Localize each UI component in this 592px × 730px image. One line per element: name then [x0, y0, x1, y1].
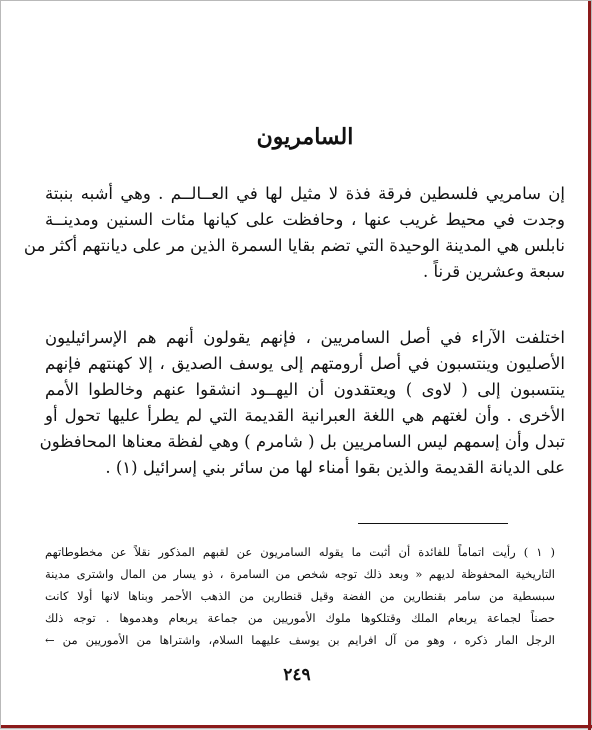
footnote-divider — [358, 523, 508, 524]
page-edge-bottom — [1, 725, 592, 728]
footnote — [45, 541, 555, 651]
footnote-line: التاريخية المحفوظة لديهم « وبعد ذلك توجه شخص من السامرة ، ذو يسار من المال واشترى مدينة — [45, 567, 555, 581]
footnote-line: حصناً لجماعة يربعام الملك وقتلكوها ملوك الأموريين من جماعة يربعام وهدموها . توجه ذلك — [45, 611, 555, 625]
document-body — [23, 121, 565, 521]
paragraph-line: على الديانة القديمة والذين بقوا أمناء لها من سائر بني إسرائيل (١) . — [105, 458, 565, 477]
paragraph-2 — [39, 325, 565, 481]
page-title: السامريون — [256, 124, 354, 150]
paragraph-line: إن سامريي فلسطين فرقة فذة لا مثيل لها في العــالــم . وهي أشبه بنبتة — [45, 184, 565, 203]
footnote-line: الرجل المار ذكره ، وهو من آل افرايم بن يوسف عليهما السلام، واشتراها من الأموريين من ← — [45, 633, 555, 647]
paragraph-line: اختلفت الآراء في أصل السامريين ، فإنهم يقولون أنهم هم الإسرائيليون — [45, 328, 565, 347]
paragraph-line: الأصليون وينتسبون في أصل أرومتهم إلى يوسف الصديق ، إلا كهنتهم فإنهم — [45, 354, 565, 373]
paragraph-line: ينتسبون إلى ( لاوى ) ويعتقدون أن اليهــود انشقوا عنهم وخالطوا الأمم — [45, 380, 565, 399]
paragraph-1 — [23, 181, 565, 285]
footnote-line: ( ١ ) رأيت اتماماً للفائدة أن أثبت ما يقوله السامريون عن لقبهم المذكور نقلاً عن مخطوطاتهم — [45, 545, 555, 559]
paragraph-line: نابلس هي المدينة الوحيدة التي تضم بقايا السمرة الذين مر على ديانتهم أكثر من — [23, 236, 565, 255]
paragraph-line: الأخرى . وأن لغتهم هي اللغة العبرانية القديمة التي لم يطرأ عليها تحول أو — [45, 406, 565, 425]
paragraph-line: سبعة وعشرين قرناً . — [423, 262, 565, 281]
paragraph-line: وجدت في محيط غريب عنها ، وحافظت على كيانها مئات السنين ومدينــة — [45, 210, 565, 229]
footnote-line: سبسطية من سامر بقنطارين من الفضة وقيل قنطارين من الذهب الأحمر وبناها لانها أولا كانت — [45, 589, 555, 603]
paragraph-line: تبدل وأن إسمهم ليس السامريين بل ( شامرم ) وهي لفظة معناها المحافظون — [39, 432, 565, 451]
page-edge-right — [588, 1, 591, 730]
page-number: ٢٤٩ — [283, 665, 311, 685]
